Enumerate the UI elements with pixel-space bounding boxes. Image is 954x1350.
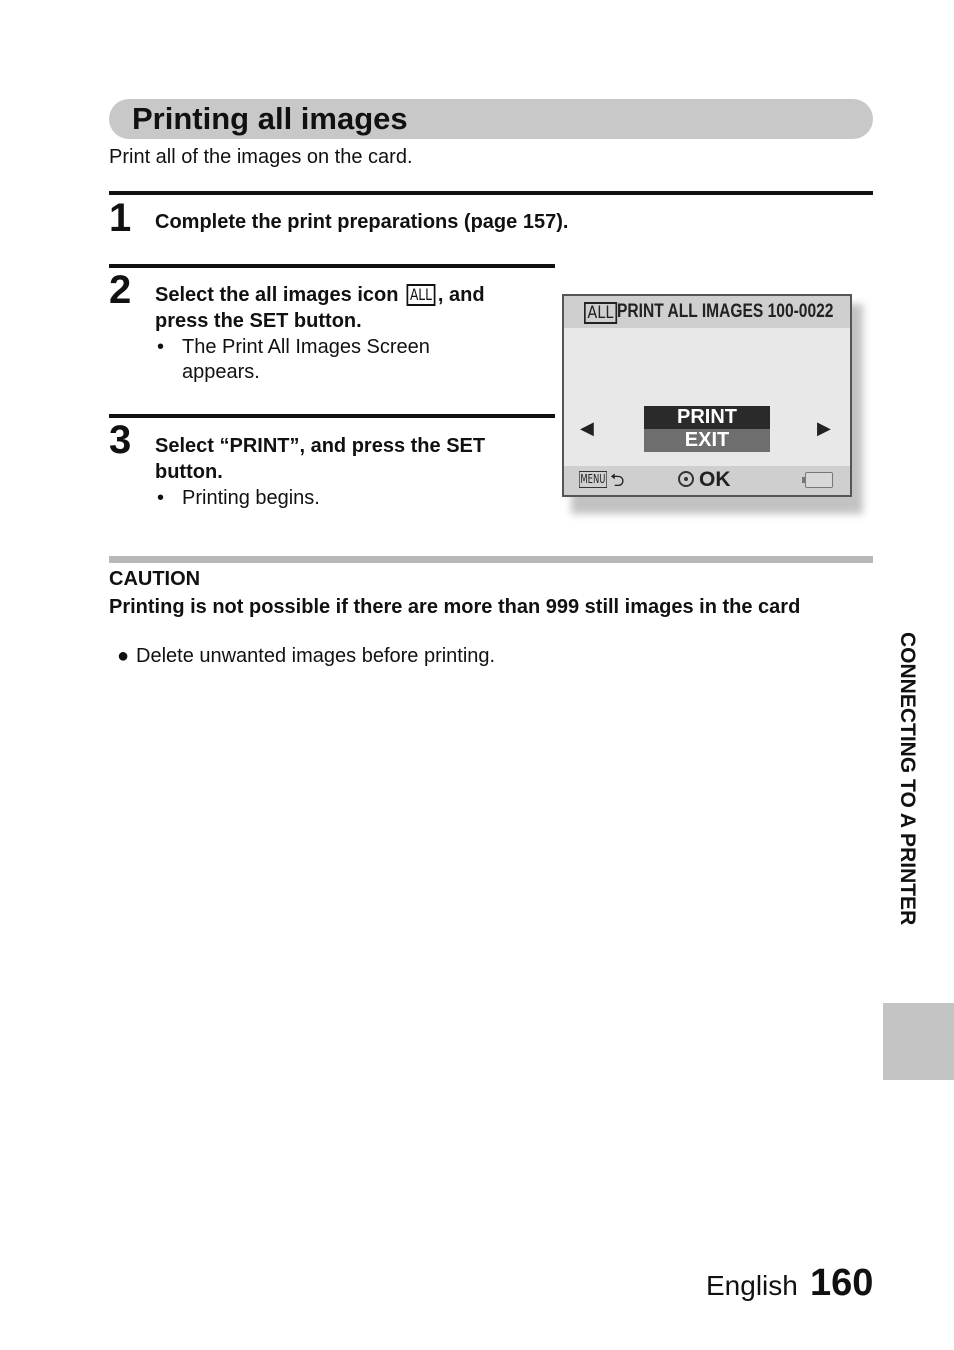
section-header: [109, 99, 873, 139]
chapter-side-tab: [883, 1003, 954, 1080]
step-2-sub: [155, 335, 430, 385]
step-2-text: [155, 282, 555, 334]
camera-screen: [562, 294, 852, 497]
caution-bullet-icon: ●: [117, 645, 130, 667]
step-2-text-start: Select the all images icon: [155, 284, 399, 306]
step-2-text-after-icon: , and: [437, 284, 485, 306]
step-2-sub-line2: appears.: [182, 361, 260, 383]
print-option: PRINT: [644, 406, 770, 429]
section-title: Printing all images: [132, 101, 408, 136]
arrow-left-icon: ◀: [580, 418, 594, 438]
step-3-text-line1: Select “PRINT”, and press the SET: [155, 435, 486, 457]
caution-rule: [109, 556, 873, 563]
caution-text: Printing is not possible if there are more than 999 still images in the card: [109, 596, 801, 618]
step-3-text: [155, 433, 555, 485]
step-3-number: 3: [109, 418, 132, 462]
step-3-text-line2: button.: [155, 461, 223, 483]
arrow-right-icon: ▶: [817, 418, 831, 438]
step-1-rule: [109, 191, 873, 195]
battery-icon: [805, 472, 833, 488]
caution-heading: CAUTION: [109, 568, 201, 590]
camera-screen-title: PRINT ALL IMAGES 100-0022: [617, 301, 834, 322]
caution-bullet-text: Delete unwanted images before printing.: [136, 645, 496, 667]
camera-screen-bottom-bar: [564, 466, 850, 495]
return-icon: ⮌: [610, 470, 625, 490]
section-intro: Print all of the images on the card.: [109, 146, 413, 168]
step-2-sub-line1: The Print All Images Screen: [182, 336, 430, 358]
footer-language: English: [706, 1270, 798, 1301]
step-3-rule: [109, 414, 555, 418]
ok-label: OK: [699, 468, 731, 491]
chapter-side-label: CONNECTING TO A PRINTER: [896, 632, 919, 926]
all-images-icon: ALL: [407, 284, 436, 306]
page-number: 160: [810, 1262, 874, 1304]
step-2-text-line2: press the SET button.: [155, 310, 362, 332]
caution-bullet-item: [117, 645, 495, 668]
step-3-sub-line1: Printing begins.: [182, 487, 320, 509]
menu-icon: MENU: [580, 472, 606, 486]
dpad-icon: [678, 471, 694, 487]
step-2-number: 2: [109, 268, 132, 312]
camera-screen-title-bar: [564, 296, 850, 328]
all-images-icon: ALL: [584, 302, 617, 324]
step-3-sub-bullet: •: [157, 487, 165, 509]
step-1-number: 1: [109, 196, 132, 240]
step-3-sub: [155, 486, 320, 511]
step-2-sub-bullet: •: [157, 336, 165, 358]
step-2-rule: [109, 264, 555, 268]
exit-option: EXIT: [644, 429, 770, 452]
step-1-text: Complete the print preparations (page 157).: [155, 211, 569, 233]
